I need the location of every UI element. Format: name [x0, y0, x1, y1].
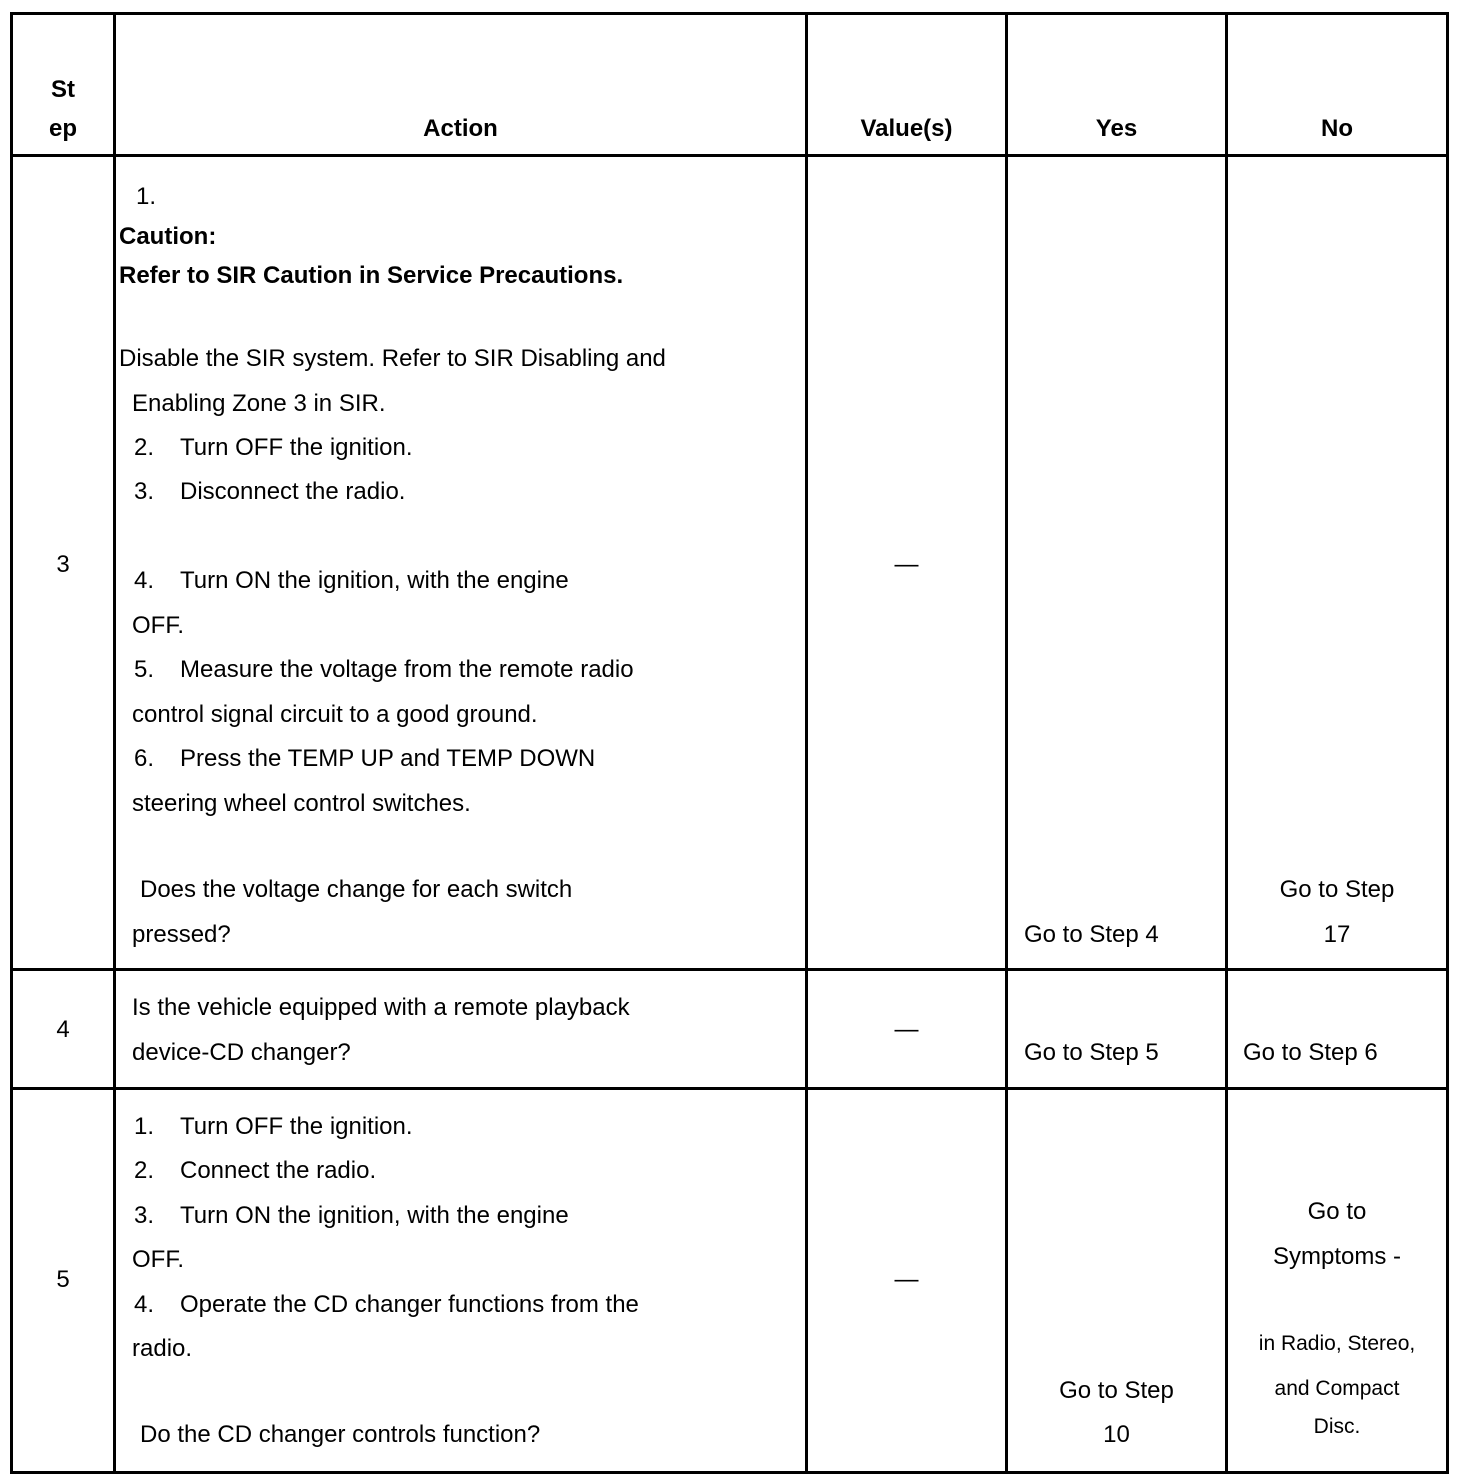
header-action-cell [115, 14, 807, 156]
action-line: steering wheel control switches. [132, 790, 471, 817]
header-values: Value(s) [860, 115, 953, 142]
action-cell [115, 1089, 807, 1473]
no-cell [1227, 156, 1448, 970]
action-cell [115, 970, 807, 1089]
item-number: 2. [134, 434, 155, 461]
header-step-cell [12, 14, 115, 156]
header-row [12, 14, 1448, 156]
header-no: No [1321, 115, 1353, 142]
action-line: Turn ON the ignition, with the engine [180, 567, 569, 594]
value-dash: — [894, 1266, 919, 1293]
value-dash: — [894, 551, 919, 578]
item-number: 2. [134, 1157, 155, 1184]
diagnostic-table [10, 12, 1449, 1474]
action-line: device-CD changer? [132, 1039, 351, 1066]
yes-cell [1007, 156, 1227, 970]
header-no-cell [1227, 14, 1448, 156]
no-text: and Compact [1274, 1377, 1400, 1400]
item-number: 6. [134, 745, 155, 772]
yes-text: Go to Step 5 [1024, 1039, 1159, 1066]
item-number: 3. [134, 1202, 155, 1229]
table-row-step-3 [12, 156, 1448, 970]
no-text: in Radio, Stereo, [1258, 1332, 1416, 1355]
no-cell [1227, 1089, 1448, 1473]
header-step-line2: ep [48, 115, 77, 142]
item-number: 4. [134, 1291, 155, 1318]
value-cell [807, 970, 1007, 1089]
header-yes: Yes [1095, 115, 1138, 142]
step-number: 5 [56, 1266, 70, 1293]
action-line: control signal circuit to a good ground. [132, 701, 538, 728]
yes-cell [1007, 970, 1227, 1089]
table-row-step-4 [12, 970, 1448, 1089]
action-line: radio. [132, 1335, 193, 1362]
no-cell [1227, 970, 1448, 1089]
question-line: Does the voltage change for each switch [140, 876, 573, 903]
no-text: Symptoms - [1272, 1243, 1401, 1270]
item-number: 4. [134, 567, 155, 594]
action-line: Measure the voltage from the remote radio [180, 656, 634, 683]
action-line: Disconnect the radio. [180, 478, 406, 505]
action-line: Is the vehicle equipped with a remote playback [132, 994, 630, 1021]
item-number: 5. [134, 656, 155, 683]
header-action: Action [423, 115, 498, 142]
caution-label: Caution: [119, 223, 217, 250]
action-line: Enabling Zone 3 in SIR. [132, 390, 386, 417]
yes-text: 10 [1103, 1421, 1130, 1448]
step-number: 3 [56, 551, 70, 578]
action-line: Disable the SIR system. Refer to SIR Disabling and [119, 345, 666, 372]
action-line: Press the TEMP UP and TEMP DOWN [180, 745, 596, 772]
no-text: Disc. [1313, 1415, 1361, 1438]
yes-text: Go to Step [1059, 1377, 1174, 1404]
item-number: 1. [136, 183, 157, 210]
step-cell [12, 156, 115, 970]
header-step-line1: St [51, 76, 75, 103]
value-cell [807, 156, 1007, 970]
item-number: 1. [134, 1113, 155, 1140]
question-line: pressed? [132, 921, 231, 948]
action-line: OFF. [132, 1246, 184, 1273]
no-text: Go to [1307, 1198, 1367, 1225]
no-text: Go to Step [1279, 876, 1395, 903]
action-line: Operate the CD changer functions from the [180, 1291, 639, 1318]
question-line: Do the CD changer controls function? [140, 1421, 541, 1448]
value-cell [807, 1089, 1007, 1473]
table-row-step-5 [12, 1089, 1448, 1473]
action-line: Turn OFF the ignition. [180, 1113, 413, 1140]
value-dash: — [894, 1016, 919, 1043]
caution-text: Refer to SIR Caution in Service Precautions. [119, 262, 624, 289]
action-line: OFF. [132, 612, 184, 639]
step-cell [12, 1089, 115, 1473]
header-yes-cell [1007, 14, 1227, 156]
action-line: Turn OFF the ignition. [180, 434, 413, 461]
yes-text: Go to Step 4 [1024, 921, 1159, 948]
no-text: 17 [1323, 921, 1351, 948]
header-values-cell [807, 14, 1007, 156]
step-number: 4 [56, 1016, 70, 1043]
item-number: 3. [134, 478, 155, 505]
action-cell [115, 156, 807, 970]
action-line: Connect the radio. [180, 1157, 377, 1184]
yes-cell [1007, 1089, 1227, 1473]
action-line: Turn ON the ignition, with the engine [180, 1202, 569, 1229]
step-cell [12, 970, 115, 1089]
no-text: Go to Step 6 [1243, 1039, 1378, 1066]
